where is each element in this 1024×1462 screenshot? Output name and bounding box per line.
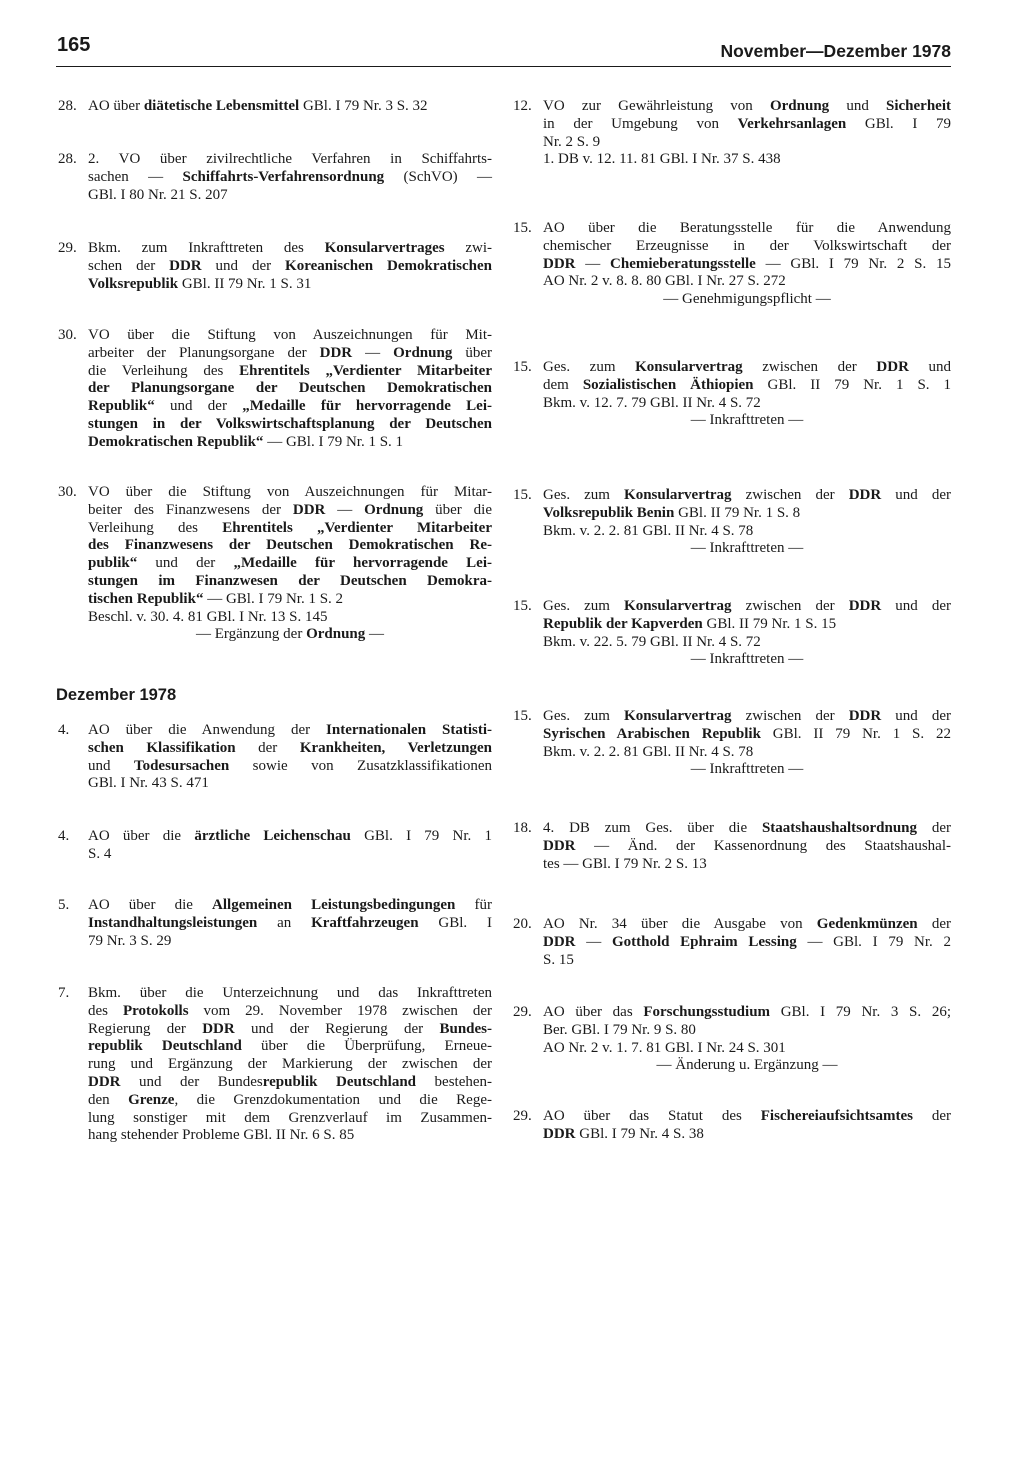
entry-text: [543, 916, 951, 969]
entry-line: Nr. 2 S. 9: [543, 133, 601, 150]
entry-line: 4. DB zum Ges. über die Staatshaushaltsordnung der: [543, 820, 951, 836]
entry-line: — Inkrafttreten —: [690, 412, 804, 429]
entry-right-2: [513, 220, 951, 309]
entry-line: — Inkrafttreten —: [690, 651, 804, 668]
entry-right-7: [513, 820, 951, 873]
entry-line: den Grenze, die Grenzdokumentation und die Rege-: [88, 1091, 492, 1108]
entry-line: Bkm. v. 22. 5. 79 GBl. II Nr. 4 S. 72: [543, 633, 761, 650]
entry-text: [543, 487, 951, 558]
entry-line: Bkm. über die Unterzeichnung und das Inkrafttreten: [88, 985, 492, 1001]
running-title: November—Dezember 1978: [720, 41, 951, 61]
entry-line: Ges. zum Konsularvertrag zwischen der DDR und: [543, 359, 952, 375]
entry-line: DDR — Chemieberatungsstelle — GBl. I 79 Nr. 2 S. 15: [543, 255, 952, 272]
entry-text: [88, 828, 492, 864]
entry-line: AO über die Allgemeinen Leistungsbedingungen für: [88, 897, 492, 913]
entry-line: — Inkrafttreten —: [690, 761, 804, 778]
entry-text: [543, 708, 951, 779]
entry-line: Ges. zum Konsularvertrag zwischen der DDR und der: [543, 598, 951, 614]
entry-left-3: [58, 240, 492, 293]
entry-line: — Inkrafttreten —: [690, 540, 804, 557]
entry-line: beiter des Finanzwesens der DDR — Ordnung über die: [88, 501, 492, 518]
entry-line: DDR GBl. I 79 Nr. 4 S. 38: [543, 1125, 704, 1142]
entry-right-6: [513, 708, 951, 779]
entry-line: schen Klassifikation der Krankheiten, Verletzungen: [88, 739, 492, 756]
entry-line: GBl. I 80 Nr. 21 S. 207: [88, 186, 228, 203]
entry-line: der Planungsorgane der Deutschen Demokratischen: [88, 380, 492, 397]
entry-line: schen der DDR und der Koreanischen Demokratischen: [88, 257, 493, 274]
entry-text: [543, 359, 951, 430]
entry-left-2: [58, 151, 492, 204]
entry-day: 29.: [513, 1108, 532, 1124]
entry-line: in der Umgebung von Verkehrsanlagen GBl. I 79: [543, 115, 952, 132]
entry-line: tes — GBl. I 79 Nr. 2 S. 13: [543, 855, 707, 872]
entry-line: S. 4: [88, 845, 112, 862]
entry-day: 12.: [513, 98, 532, 114]
entry-day: 15.: [513, 598, 532, 614]
entry-text: [88, 484, 492, 644]
entry-line: Ges. zum Konsularvertrag zwischen der DDR und der: [543, 487, 951, 503]
entry-day: 28.: [58, 98, 77, 114]
entry-day: 30.: [58, 327, 77, 343]
entry-line: lung sonstiger mit dem Grenzverlauf im Zusammen-: [88, 1109, 492, 1126]
entry-right-1: [513, 98, 951, 169]
entry-text: [88, 151, 492, 204]
entry-day: 30.: [58, 484, 77, 500]
entry-line: Bkm. zum Inkrafttreten des Konsularvertrages zwi-: [88, 240, 492, 256]
entry-line: — Genehmigungspflicht —: [663, 291, 831, 308]
entry-line: rung und Ergänzung der Markierung der zwischen der: [88, 1056, 492, 1073]
entry-line: AO über das Statut des Fischereiaufsichtsamtes der: [543, 1108, 952, 1124]
entry-line: AO über das Forschungsstudium GBl. I 79 Nr. 3 S. 26;: [543, 1004, 951, 1020]
entry-line: DDR und der Bundesrepublik Deutschland bestehen-: [88, 1073, 493, 1090]
entry-line: publik“ und der „Medaille für hervorragende Lei-: [88, 555, 492, 572]
entry-line: republik Deutschland über die Überprüfung, Erneue-: [88, 1038, 493, 1055]
entry-left-6: [58, 722, 492, 793]
entry-line: AO über die Anwendung der Internationalen Statisti-: [88, 722, 492, 738]
entry-text: [88, 722, 492, 793]
entry-left-1: [58, 98, 492, 116]
entry-day: 20.: [513, 916, 532, 932]
entry-line: des Finanzwesens der Deutschen Demokratischen Re-: [88, 537, 492, 554]
entry-day: 15.: [513, 220, 532, 236]
entry-line: 79 Nr. 3 S. 29: [88, 932, 172, 949]
entry-day: 29.: [58, 240, 77, 256]
entry-right-4: [513, 487, 951, 558]
entry-right-5: [513, 598, 951, 669]
entry-line: Instandhaltungsleistungen an Kraftfahrzeugen GBl. I: [88, 914, 492, 931]
entry-line: Verleihung des Ehrentitels „Verdienter Mitarbeiter: [88, 519, 492, 536]
entry-line: AO über die ärztliche Leichenschau GBl. I 79 Nr. 1: [88, 828, 492, 844]
entry-line: Syrischen Arabischen Republik GBl. II 79 Nr. 1 S. 22: [543, 725, 951, 742]
entry-line: VO zur Gewährleistung von Ordnung und Sicherheit: [543, 98, 952, 114]
entry-day: 29.: [513, 1004, 532, 1020]
entry-line: GBl. I Nr. 43 S. 471: [88, 775, 209, 792]
entry-line: Bkm. v. 2. 2. 81 GBl. II Nr. 4 S. 78: [543, 743, 754, 760]
entry-line: sachen — Schiffahrts-Verfahrensordnung (SchVO) —: [88, 168, 492, 185]
entry-line: — Änderung u. Ergänzung —: [656, 1057, 838, 1074]
entry-line: stungen in der Volkswirtschaftsplanung der Deutschen: [88, 415, 492, 432]
entry-line: Bkm. v. 12. 7. 79 GBl. II Nr. 4 S. 72: [543, 394, 761, 411]
entry-line: DDR — Änd. der Kassenordnung des Staatshaushal-: [543, 837, 951, 854]
page-number: 165: [57, 34, 91, 56]
entry-day: 18.: [513, 820, 532, 836]
entry-day: 15.: [513, 708, 532, 724]
entry-line: Republik“ und der „Medaille für hervorragende Lei-: [88, 398, 493, 415]
entry-left-8: [58, 897, 492, 950]
entry-line: Republik der Kapverden GBl. II 79 Nr. 1 S. 15: [543, 615, 837, 632]
entry-text: [543, 1108, 951, 1144]
entry-text: [543, 98, 951, 169]
entry-right-9: [513, 1004, 951, 1075]
entry-line: AO Nr. 2 v. 1. 7. 81 GBl. I Nr. 24 S. 301: [543, 1039, 786, 1056]
entry-right-3: [513, 359, 951, 430]
entry-line: VO über die Stiftung von Auszeichnungen für Mitar-: [88, 484, 492, 500]
entry-line: — Ergänzung der Ordnung —: [195, 626, 385, 643]
entry-text: [88, 327, 492, 452]
entry-text: [543, 220, 951, 309]
entry-text: [543, 1004, 951, 1075]
entry-line: chemischer Erzeugnisse in der Volkswirtschaft der: [543, 237, 951, 254]
entry-line: stungen im Finanzwesen der Deutschen Demokra-: [88, 572, 492, 589]
entry-line: arbeiter der Planungsorgane der DDR — Ordnung über: [88, 344, 492, 361]
entry-line: Beschl. v. 30. 4. 81 GBl. I Nr. 13 S. 145: [88, 608, 328, 625]
entry-line: Bkm. v. 2. 2. 81 GBl. II Nr. 4 S. 78: [543, 522, 754, 539]
entry-line: AO Nr. 34 über die Ausgabe von Gedenkmünzen der: [543, 916, 951, 932]
entry-line: Volksrepublik Benin GBl. II 79 Nr. 1 S. 8: [543, 504, 801, 521]
entry-day: 5.: [58, 897, 70, 913]
entry-line: AO Nr. 2 v. 8. 8. 80 GBl. I Nr. 27 S. 272: [543, 273, 786, 290]
entry-line: Ber. GBl. I 79 Nr. 9 S. 80: [543, 1021, 696, 1038]
entry-line: AO über diätetische Lebensmittel GBl. I 79 Nr. 3 S. 32: [88, 98, 428, 114]
entry-left-5: [58, 484, 492, 644]
entry-line: AO über die Beratungsstelle für die Anwendung: [543, 220, 951, 236]
entry-day: 4.: [58, 828, 70, 844]
entry-text: [543, 820, 951, 873]
entry-line: des Protokolls vom 29. November 1978 zwischen der: [88, 1002, 492, 1019]
entry-left-4: [58, 327, 492, 452]
entry-text: [543, 598, 951, 669]
entry-left-7: [58, 828, 492, 864]
header-rule: [56, 66, 951, 67]
entry-text: [88, 897, 492, 950]
entry-left-9: [58, 985, 492, 1145]
entry-line: DDR — Gotthold Ephraim Lessing — GBl. I 79 Nr. 2: [543, 933, 952, 950]
entry-line: die Verleihung des Ehrentitels „Verdienter Mitarbeiter: [88, 362, 492, 379]
entry-text: [88, 985, 492, 1145]
entry-day: 28.: [58, 151, 77, 167]
entry-day: 15.: [513, 359, 532, 375]
entry-right-10: [513, 1108, 951, 1144]
entry-line: Regierung der DDR und der Regierung der Bundes-: [88, 1020, 492, 1037]
entry-line: 2. VO über zivilrechtliche Verfahren in Schiffahrts-: [88, 151, 492, 167]
entry-line: Volksrepublik GBl. II 79 Nr. 1 S. 31: [88, 275, 312, 292]
entry-right-8: [513, 916, 951, 969]
entry-day: 4.: [58, 722, 70, 738]
entry-line: VO über die Stiftung von Auszeichnungen für Mit-: [88, 327, 492, 343]
entry-day: 15.: [513, 487, 532, 503]
entry-line: dem Sozialistischen Äthiopien GBl. II 79 Nr. 1 S. 1: [543, 376, 952, 393]
entry-line: und Todesursachen sowie von Zusatzklassifikationen: [88, 757, 492, 774]
entry-day: 7.: [58, 985, 70, 1001]
entry-text: [88, 240, 492, 293]
entry-line: hang stehender Probleme GBl. II Nr. 6 S. 85: [88, 1127, 355, 1144]
section-heading: Dezember 1978: [56, 686, 177, 704]
entry-line: Ges. zum Konsularvertrag zwischen der DDR und der: [543, 708, 951, 724]
entry-line: Demokratischen Republik“ — GBl. I 79 Nr. 1 S. 1: [88, 433, 404, 450]
entry-text: [88, 98, 492, 116]
entry-line: tischen Republik“ — GBl. I 79 Nr. 1 S. 2: [88, 590, 344, 607]
entry-line: S. 15: [543, 951, 574, 968]
entry-line: 1. DB v. 12. 11. 81 GBl. I Nr. 37 S. 438: [543, 151, 781, 168]
